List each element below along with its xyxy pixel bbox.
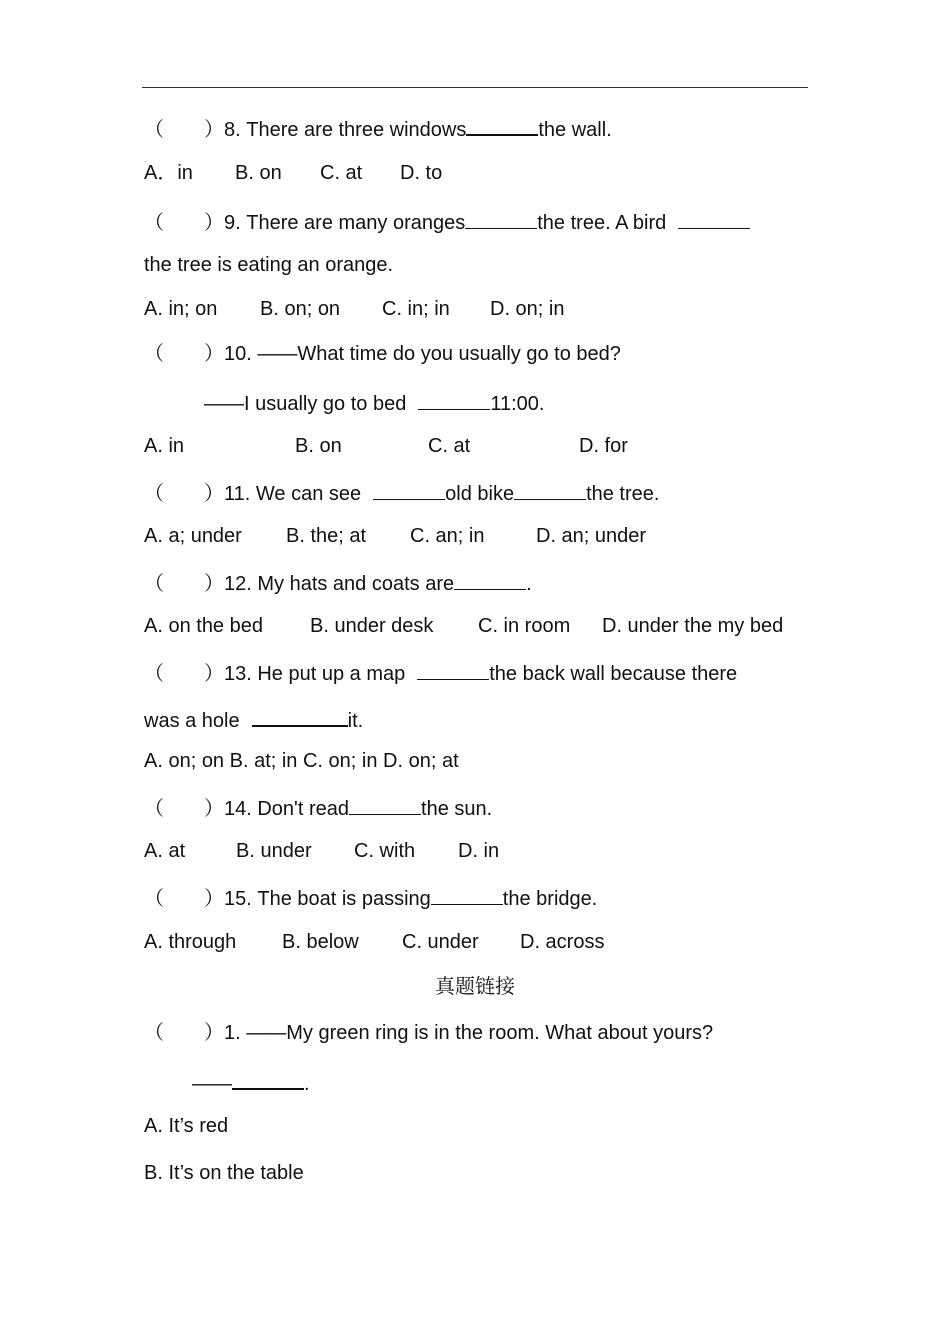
option-d: D. an; under — [536, 525, 647, 547]
question-text: old bike — [445, 483, 515, 505]
question-text: 9. There are many oranges — [224, 212, 466, 234]
option-c: C. in; in — [382, 298, 450, 320]
answer-blank[interactable] — [349, 794, 421, 815]
answer-blank[interactable] — [465, 208, 537, 229]
option-a: A. at — [144, 840, 186, 862]
question-9 — [144, 208, 750, 232]
question-14 — [144, 794, 492, 818]
option-d: D. across — [520, 931, 605, 953]
options-12 — [144, 614, 844, 638]
options-11 — [144, 524, 844, 548]
answer-blank[interactable] — [466, 114, 538, 136]
option-b: B. below — [282, 931, 359, 953]
top-rule — [142, 87, 808, 88]
answer-blank[interactable] — [252, 705, 348, 727]
reply-text: —— — [192, 1073, 232, 1095]
question-13-cont — [144, 705, 364, 732]
question-11 — [144, 479, 659, 503]
option-b: B. on — [235, 162, 282, 184]
section-title: 真题链接 — [435, 974, 515, 998]
option-a: A. in; on — [144, 298, 218, 320]
answer-paren: （ ） — [144, 483, 224, 505]
option-d: D. under the my bed — [602, 615, 784, 637]
option-b: B. on; on — [260, 298, 341, 320]
question-text: the wall. — [538, 119, 612, 141]
option-a: A．in — [144, 162, 193, 184]
option-d: D. for — [579, 435, 628, 457]
reply-text: . — [304, 1073, 310, 1095]
question-text: 1. ——My green ring is in the room. What about yours? — [224, 1022, 714, 1044]
question-text: 12. My hats and coats are — [224, 573, 455, 595]
answer-blank[interactable] — [232, 1068, 304, 1090]
option-a: A. on the bed — [144, 615, 263, 637]
question-text: 14. Don't read — [224, 798, 350, 820]
question-8 — [144, 114, 612, 141]
option-b: B. the; at — [286, 525, 367, 547]
answer-paren: （ ） — [144, 212, 224, 234]
question-text: 13. He put up a map — [224, 663, 406, 685]
option-b: B. under — [236, 840, 312, 862]
options-15 — [144, 930, 844, 954]
option-b: B. under desk — [310, 615, 434, 637]
option-c: C. at — [320, 162, 363, 184]
question-text: the tree is eating an orange. — [144, 254, 394, 276]
answer-blank[interactable] — [514, 479, 586, 500]
options-8 — [144, 161, 844, 185]
option-c: C. under — [402, 931, 479, 953]
answer-blank[interactable] — [373, 479, 445, 500]
option-c: C. at — [428, 435, 471, 457]
options-9 — [144, 297, 844, 321]
option-a: A. through — [144, 931, 237, 953]
option-d: D. in — [458, 840, 500, 862]
option-d: D. on; in — [490, 298, 565, 320]
answer-blank[interactable] — [431, 884, 503, 905]
answer-paren: （ ） — [144, 888, 224, 910]
question-13 — [144, 659, 737, 683]
question-text: the tree. A bird — [537, 212, 667, 234]
answer-paren: （ ） — [144, 798, 224, 820]
question-text: 15. The boat is passing — [224, 888, 431, 910]
reply-text: 11:00. — [490, 393, 545, 415]
options-14 — [144, 839, 844, 863]
question-10 — [144, 342, 621, 366]
question-text: was a hole — [144, 710, 240, 732]
options-10 — [144, 434, 844, 458]
reply-10 — [204, 389, 544, 413]
answer-paren: （ ） — [144, 119, 224, 141]
reply-text: ——I usually go to bed — [204, 393, 407, 415]
options-13: A. on; on B. at; in C. on; in D. on; at — [144, 750, 459, 772]
question-text: the sun. — [421, 798, 493, 820]
exam-reply-1 — [192, 1068, 310, 1095]
question-15 — [144, 884, 597, 908]
answer-paren: （ ） — [144, 343, 224, 365]
answer-blank[interactable] — [417, 659, 489, 680]
option-c: C. with — [354, 840, 416, 862]
answer-paren: （ ） — [144, 573, 224, 595]
question-text: it. — [347, 710, 364, 732]
question-text: the tree. — [586, 483, 660, 505]
question-text: 11. We can see — [224, 483, 362, 505]
question-text: . — [526, 573, 532, 595]
question-text: the bridge. — [502, 888, 598, 910]
option-a: A. in — [144, 435, 185, 457]
option-d: D. to — [400, 162, 443, 184]
option-b: B. It’s on the table — [144, 1162, 304, 1184]
option-a: A. a; under — [144, 525, 242, 547]
answer-paren: （ ） — [144, 663, 224, 685]
option-c: C. in room — [478, 615, 571, 637]
question-text: the back wall because there — [489, 663, 738, 685]
question-text: 10. ——What time do you usually go to bed? — [224, 343, 621, 365]
answer-blank[interactable] — [454, 569, 526, 590]
option-c: C. an; in — [410, 525, 485, 547]
answer-blank[interactable] — [418, 389, 490, 410]
question-text: 8. There are three windows — [224, 119, 467, 141]
answer-blank[interactable] — [678, 208, 750, 229]
option-b: B. on — [295, 435, 342, 457]
exam-question-1 — [144, 1021, 713, 1045]
question-12 — [144, 569, 532, 593]
option-a: A. It’s red — [144, 1115, 229, 1137]
answer-paren: （ ） — [144, 1022, 224, 1044]
